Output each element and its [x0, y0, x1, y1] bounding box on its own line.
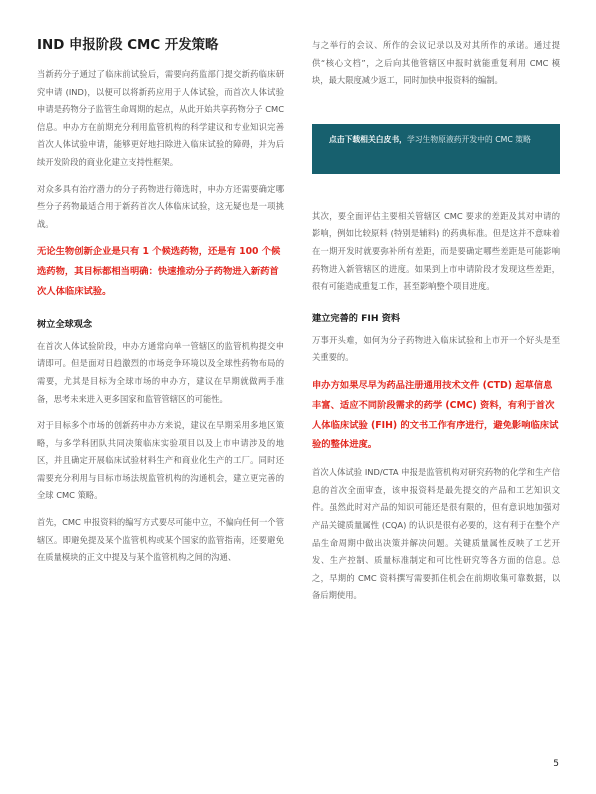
gap-assessment-paragraph: 其次，要全面评估主要相关管辖区 CMC 要求的差距及其对申请的影响，例如比较原料 (特别是辅料) 的药典标准。但是这并不意味着在一期开发时就要弥补所有差距，而是要确定哪些差距是可能影响药物进入新管辖区的进度。如果到上市申请阶段才发现这些差距，很有可能造成重复工作，甚至影响整个项目进度。 [312, 210, 560, 292]
global-paragraph-2: 对于目标多个市场的创新药申办方来说，建议在早期采用多地区策略，与多学科团队共同决策临床实验项目以及上市申请涉及的地区，并且确定开展临床试验材料生产和商业化生产的工厂。同时还需要充分利用与目标市场法规监管机构的沟通机会，建立更完善的全球 CMC 策略。 [37, 420, 284, 501]
global-paragraph-3: 首先，CMC 申报资料的编写方式要尽可能中立，不偏向任何一个管辖区。即避免提及某个监管机构或某个国家的监管指南，还要避免在质量模块的正文中提及与某个监管机构之间的沟通、 [37, 517, 284, 563]
highlight-statement-right: 申办方如果尽早为药品注册通用技术文件 (CTD) 起草信息丰富、适应不同阶段需求的药学 (CMC) 资料，有利于首次人体临床试验 (FIH) 的文书工作有序进行，避免影响临床试验的整体进度。 [312, 379, 559, 451]
page-number: 5 [553, 759, 559, 769]
intro-paragraph-1: 当新药分子通过了临床前试验后，需要向药监部门提交新药临床研究申请 (IND)，以便可以将新药应用于人体试验，而首次人体试验申请是药物分子监管生命周期的起点，从此开始共享药物分子 CMC 信息。申办方在前期充分利用监管机构的科学建议和专业知识完善首次人体试验申请，能够更好地扫除进入临床试验的障碍，并为后续开发阶段的商业化建立支持性框架。 [37, 69, 284, 167]
fih-intro-paragraph: 万事开头难，如何为分子药物进入临床试验和上市开一个好头是至关重要的。 [312, 334, 560, 363]
highlight-statement-left: 无论生物创新企业是只有 1 个候选药物，还是有 100 个候选药物，其目标都相当明确：快速推动分子药物进入新药首次人体临床试验。 [37, 246, 281, 297]
continued-paragraph: 与之举行的会议、所作的会议记录以及对其所作的承诺。通过提供“核心文档”，之后向其他管辖区申报时就能重复利用 CMC 模块，最大限度减少返工，同时加快申报资料的编制。 [312, 40, 560, 86]
page-title: IND 申报阶段 CMC 开发策略 [37, 38, 219, 53]
subheading-global-mindset: 树立全球观念 [37, 318, 93, 330]
whitepaper-banner-text: 学习生物原液药开发中的 CMC 策略 [406, 134, 531, 144]
whitepaper-download-link[interactable]: 点击下载相关白皮书， [329, 134, 407, 144]
whitepaper-banner[interactable] [312, 124, 560, 174]
fih-final-paragraph: 首次人体试验 IND/CTA 申报是监管机构对研究药物的化学和生产信息的首次全面审查，该申报资料是最先提交的产品和工艺知识文件。虽然此时对产品的知识可能还是很有限的，但有意识地加强对产品关键质量属性 (CQA) 的认识是很有必要的，这有利于在整个产品生命周期中做出决策并解决问题。关键质量属性反映了工艺开发、生产控制、质量标准制定和可比性研究等各方面的信息。总之，早期的 CMC 资料撰写需要抓住机会在前期收集可靠数据，以备后期使用。 [312, 467, 560, 601]
subheading-fih-dossier: 建立完善的 FIH 资料 [312, 312, 401, 324]
global-paragraph-1: 在首次人体试验阶段，申办方通常向单一管辖区的监管机构提交申请即可。但是面对日趋激烈的市场竞争环境以及全球性药物布局的需要，尤其是目标为全球市场的申办方，建议在早期就做两手准备，思考未来进入更多国家和监管管辖区的可能性。 [37, 340, 284, 404]
intro-paragraph-2: 对众多具有治疗潜力的分子药物进行筛选时，申办方还需要确定哪些分子药物最适合用于新药首次人体临床试验，这无疑也是一项挑战。 [37, 183, 284, 229]
left-column [37, 37, 284, 576]
right-column [312, 37, 560, 614]
